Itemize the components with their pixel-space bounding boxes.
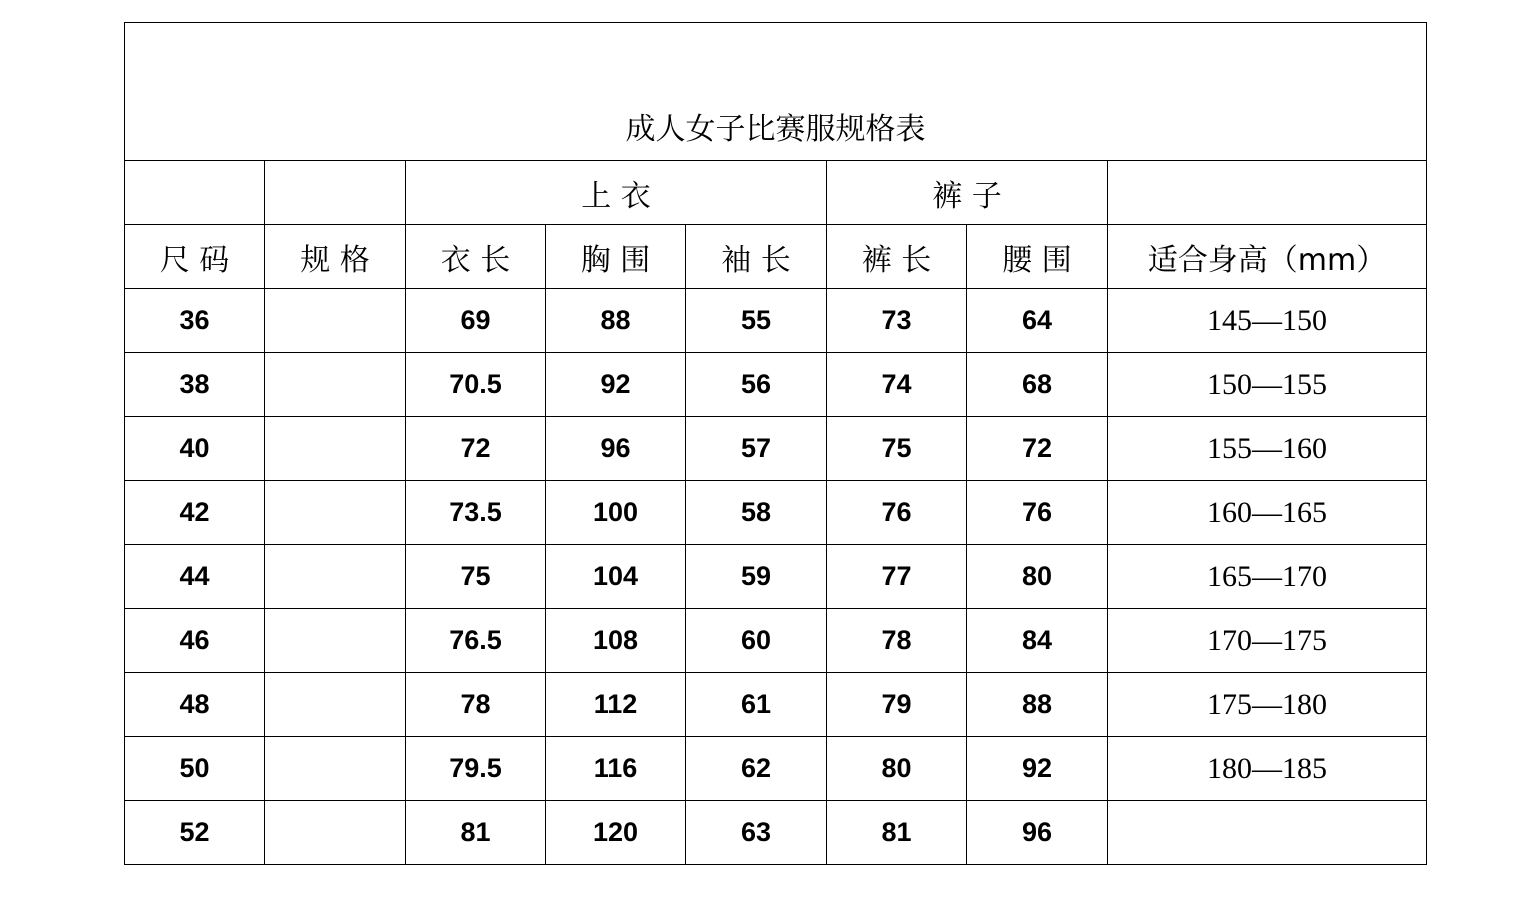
table-title: 成人女子比赛服规格表 [125,23,1427,161]
table-row [125,481,1427,545]
header-spec: 规 格 [265,225,406,289]
group-empty-size [125,161,265,225]
cell-size: 50 [125,737,265,801]
cell-size: 52 [125,801,265,865]
column-header-row [125,225,1427,289]
group-header-row [125,161,1427,225]
cell-sleeve: 63 [686,801,827,865]
cell-size: 36 [125,289,265,353]
cell-chest: 92 [546,353,686,417]
cell-sleeve: 61 [686,673,827,737]
cell-spec [265,545,406,609]
cell-chest: 108 [546,609,686,673]
size-chart-sheet [124,22,1426,849]
cell-chest: 96 [546,417,686,481]
cell-sleeve: 55 [686,289,827,353]
cell-height: 165—170 [1108,545,1427,609]
cell-height: 170—175 [1108,609,1427,673]
cell-size: 40 [125,417,265,481]
size-chart-table [124,22,1427,865]
cell-waist: 84 [967,609,1108,673]
cell-sleeve: 58 [686,481,827,545]
cell-sleeve: 59 [686,545,827,609]
table-row [125,801,1427,865]
cell-length: 78 [406,673,546,737]
cell-pant-length: 79 [827,673,967,737]
title-row [125,23,1427,161]
cell-spec [265,353,406,417]
cell-pant-length: 81 [827,801,967,865]
cell-pant-length: 75 [827,417,967,481]
cell-spec [265,673,406,737]
header-waist: 腰 围 [967,225,1108,289]
header-sleeve: 袖 长 [686,225,827,289]
group-empty-height [1108,161,1427,225]
cell-waist: 88 [967,673,1108,737]
cell-size: 44 [125,545,265,609]
cell-height: 175—180 [1108,673,1427,737]
cell-height: 180—185 [1108,737,1427,801]
cell-spec [265,289,406,353]
cell-chest: 116 [546,737,686,801]
cell-length: 76.5 [406,609,546,673]
cell-length: 73.5 [406,481,546,545]
cell-sleeve: 56 [686,353,827,417]
cell-chest: 112 [546,673,686,737]
header-height: 适合身高（mm） [1108,225,1427,289]
cell-length: 72 [406,417,546,481]
cell-height: 160—165 [1108,481,1427,545]
cell-height: 150—155 [1108,353,1427,417]
cell-pant-length: 76 [827,481,967,545]
cell-waist: 64 [967,289,1108,353]
table-row [125,289,1427,353]
table-row [125,417,1427,481]
cell-height: 155—160 [1108,417,1427,481]
cell-pant-length: 77 [827,545,967,609]
cell-waist: 76 [967,481,1108,545]
cell-height: 145—150 [1108,289,1427,353]
cell-waist: 80 [967,545,1108,609]
cell-spec [265,737,406,801]
table-row [125,353,1427,417]
cell-length: 81 [406,801,546,865]
cell-pant-length: 78 [827,609,967,673]
cell-sleeve: 60 [686,609,827,673]
cell-size: 38 [125,353,265,417]
cell-pant-length: 73 [827,289,967,353]
header-chest: 胸 围 [546,225,686,289]
cell-waist: 96 [967,801,1108,865]
table-row [125,609,1427,673]
cell-sleeve: 62 [686,737,827,801]
group-header-pants: 裤 子 [827,161,1108,225]
table-row [125,737,1427,801]
cell-chest: 88 [546,289,686,353]
cell-size: 46 [125,609,265,673]
cell-length: 69 [406,289,546,353]
table-row [125,545,1427,609]
cell-size: 42 [125,481,265,545]
cell-height [1108,801,1427,865]
header-length: 衣 长 [406,225,546,289]
header-size: 尺 码 [125,225,265,289]
table-row [125,673,1427,737]
cell-sleeve: 57 [686,417,827,481]
cell-length: 70.5 [406,353,546,417]
cell-chest: 100 [546,481,686,545]
group-header-top: 上 衣 [406,161,827,225]
cell-waist: 68 [967,353,1108,417]
cell-pant-length: 80 [827,737,967,801]
cell-length: 75 [406,545,546,609]
cell-waist: 72 [967,417,1108,481]
cell-spec [265,417,406,481]
cell-length: 79.5 [406,737,546,801]
cell-spec [265,609,406,673]
cell-waist: 92 [967,737,1108,801]
cell-chest: 104 [546,545,686,609]
group-empty-spec [265,161,406,225]
cell-spec [265,801,406,865]
cell-size: 48 [125,673,265,737]
cell-pant-length: 74 [827,353,967,417]
cell-spec [265,481,406,545]
cell-chest: 120 [546,801,686,865]
header-pant-length: 裤 长 [827,225,967,289]
